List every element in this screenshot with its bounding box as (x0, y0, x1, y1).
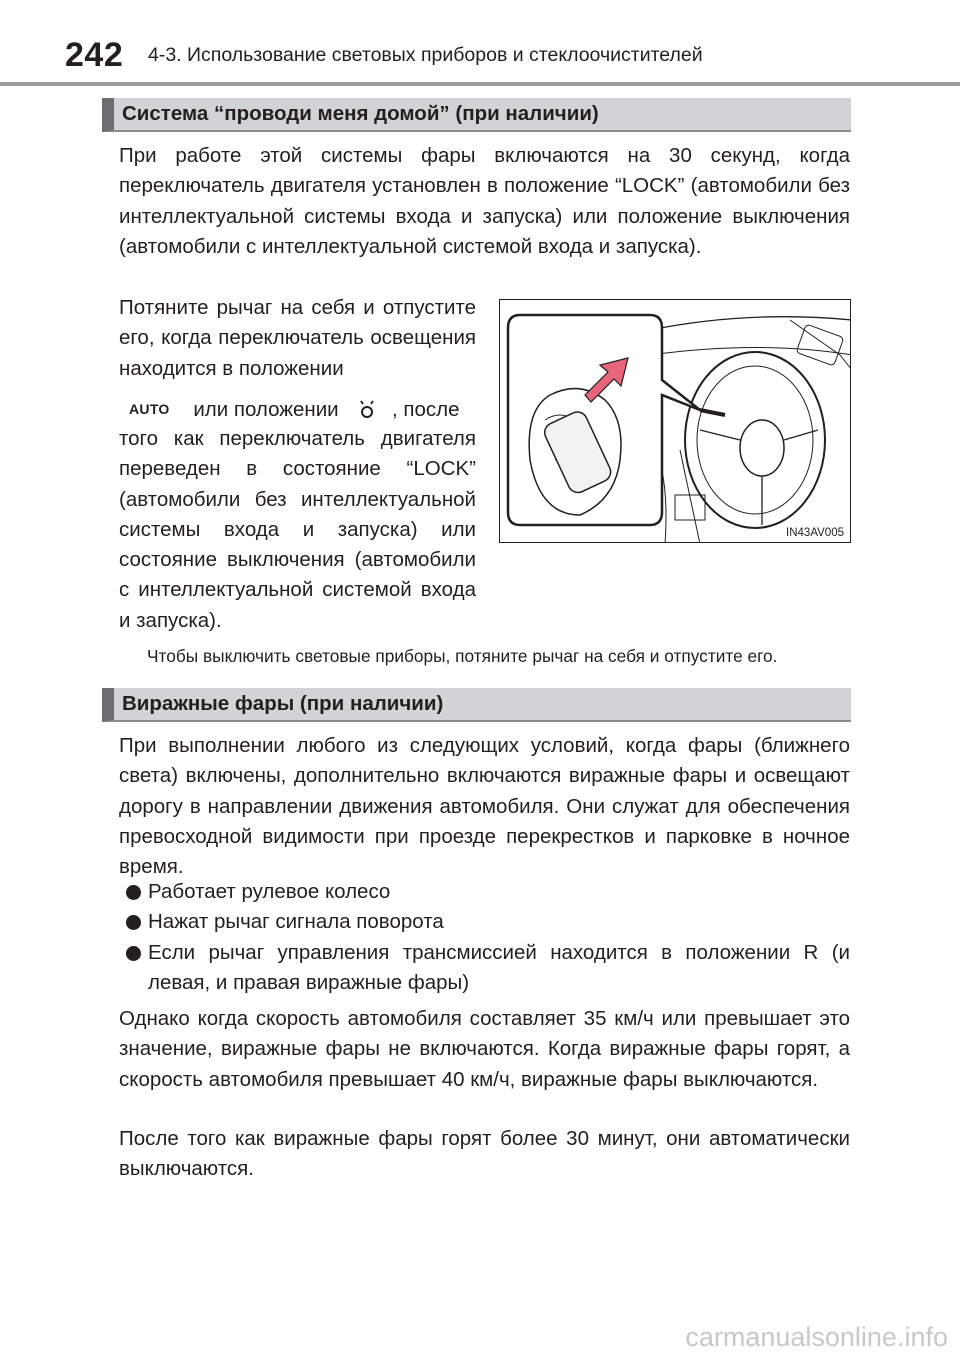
section-heading-cornering-lights (102, 688, 851, 722)
auto-off-paragraph: После того как виражные фары горят более 30 минут, они автоматически выключаются. (119, 1127, 850, 1181)
section-heading-follow-me-home (102, 98, 851, 132)
header-rule (0, 82, 960, 86)
instruction-symbols-line (119, 394, 476, 425)
note-text: Чтобы выключить световые приборы, потяните рычаг на себя и отпустите его. (147, 646, 778, 666)
instruction-top: Потяните рычаг на себя и отпустите его, когда переключатель освещения находится в положении (119, 296, 476, 380)
auto-symbol: AUTO (129, 401, 170, 417)
cornering-intro-paragraph: При выполнении любого из следующих условий, когда фары (ближнего света) включены, дополнительно включаются виражные фары и освещают дорогу в направлении движения автомобиля. Они служат для обеспечения превосходной видимости при проезде перекрестков и парковке в ночное время. (119, 734, 850, 879)
headlight-lever-figure (499, 299, 851, 543)
bullet-icon (126, 915, 141, 930)
watermark: carmanualsonline.info (685, 1322, 948, 1352)
list-item: Работает рулевое колесо (126, 877, 850, 907)
figure-code: IN43AV005 (786, 527, 844, 539)
bullet-icon (126, 885, 141, 900)
page-number: 242 (65, 36, 124, 74)
after-text: , после (392, 398, 460, 421)
list-item: Если рычаг управления трансмиссией находится в положении R (и левая, и правая виражные фары) (126, 938, 850, 999)
headlight-symbol-icon (354, 399, 380, 419)
section-title: Система “проводи меня домой” (при наличии) (122, 102, 599, 125)
running-head: 4-3. Использование световых приборов и стеклоочистителей (148, 44, 703, 66)
intro-paragraph: При работе этой системы фары включаются на 30 секунд, когда переключатель двигателя установлен в положение “LOCK” (автомобили без интеллектуальной системы входа и запуска) или положение выключения (автомобили с интеллектуальной системой входа и запуска). (119, 144, 850, 258)
or-position-text: или положении (193, 398, 339, 421)
bullet-icon (126, 946, 141, 961)
lever-illustration (500, 300, 851, 543)
speed-paragraph: Однако когда скорость автомобиля составляет 35 км/ч или превышает это значение, виражные фары не включаются. Когда виражные фары горят, а скорость автомобиля превышает 40 км/ч, виражные фары выключаются. (119, 1007, 850, 1091)
section-title: Виражные фары (при наличии) (122, 692, 444, 715)
instruction-bottom: того как переключатель двигателя переведен в состояние “LOCK” (автомобили без интеллектуальной системы входа и запуска) или состояние выключения (автомобили с интеллектуальной системой входа и запуска). (119, 427, 476, 632)
list-item: Нажат рычаг сигнала поворота (126, 907, 850, 937)
